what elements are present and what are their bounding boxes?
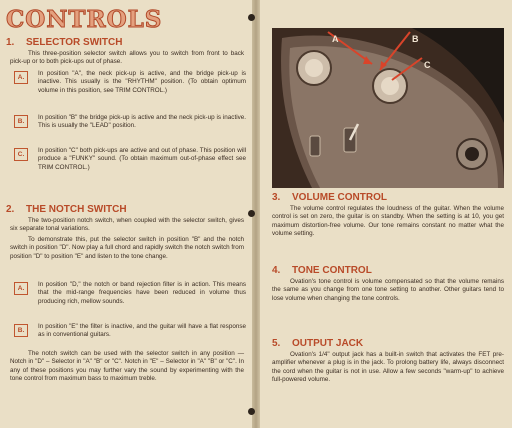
section-title: SELECTOR SWITCH (26, 37, 123, 48)
binding-hole (248, 14, 255, 21)
tone-text: Ovation's tone control is volume compensated so that the volume remains the same as you change from one tone setting to another. Other guitars tend to lose volume when changing the tone controls. (272, 278, 504, 302)
notch-demo: To demonstrate this, put the selector switch in position "B" and the notch switch in position "D". Now play a full chord and rapidly switch the notch switch from position "D" to position "E" and listen to the tone change. (10, 236, 244, 260)
section-title: THE NOTCH SWITCH (26, 204, 127, 215)
section-number: 1. (6, 37, 15, 48)
left-page (0, 0, 252, 428)
section-number: 3. (272, 192, 281, 203)
badge-a: A. (14, 282, 28, 295)
selector-item-b (14, 114, 246, 131)
item-text: In position "A", the neck pick-up is active, and the bridge pick-up is inactive. This usually is the "RHYTHM" position. (To obtain optimum volume in this position, see TRIM CONTROL.) (38, 70, 246, 94)
page-title: CONTROLS (6, 6, 163, 33)
selector-item-a (14, 70, 246, 95)
item-text: In position "E" the filter is inactive, and the guitar will have a flat response as in conventional guitars. (38, 323, 246, 339)
item-text: In position "D," the notch or band rejection filter is in action. This means that the mid-range frequencies have been reduced in volume thus producing rich, mellow sounds. (38, 281, 246, 305)
badge-a: A. (14, 71, 28, 84)
badge-c: C. (14, 148, 28, 161)
section-number: 5. (272, 338, 281, 349)
badge-b: B. (14, 324, 28, 337)
notch-intro: The two-position notch switch, when coupled with the selector switch, gives six separate tonal variations. (10, 217, 244, 233)
badge-b: B. (14, 115, 28, 128)
item-text: In position "B" the bridge pick-up is active and the neck pick-up is inactive. This is usually the "LEAD" position. (38, 114, 246, 130)
photo-label-b: B (412, 34, 419, 44)
binding-hole (248, 408, 255, 415)
section-number: 2. (6, 204, 15, 215)
section-heading-volume (272, 192, 387, 203)
section-number: 4. (272, 265, 281, 276)
selector-item-c (14, 147, 246, 172)
section-title: OUTPUT JACK (292, 338, 364, 349)
photo-label-c: C (424, 60, 431, 70)
notch-item-d (14, 281, 246, 306)
guitar-controls-photo (272, 28, 504, 188)
section-heading-notch (6, 204, 127, 215)
output-text: Ovation's 1/4" output jack has a built-in switch that activates the FET pre-amplifier whenever a plug is in the jack. To prolong battery life, always disconnect the cord when the guitar is not in use. Allow a few seconds "warm-up" to achieve full-powered volume. (272, 351, 504, 383)
binding-hole (248, 210, 255, 217)
section-title: VOLUME CONTROL (292, 192, 387, 203)
notch-item-e (14, 323, 246, 340)
notch-closing: The notch switch can be used with the selector switch in any position — Notch in "D" – Selector in "A" "B" or "C". Notch in "E" – Selector in "A" "B" or "C". In any of these positions you may further vary the sound by experimenting with the tone control from maximum bass to maximum treble. (10, 350, 244, 382)
notch-switch (310, 136, 320, 156)
volume-text: The volume control regulates the loudness of the guitar. When the volume control is set on zero, the guitar is on standby. When the setting is at 10, you get maximum distortion-free volume. Our tone remains constant no matter what the volume setting. (272, 205, 504, 237)
section-title: TONE CONTROL (292, 265, 372, 276)
selector-intro: This three-position selector switch allows you to switch from front to back pick-up or to both pick-ups out of phase. (10, 50, 244, 66)
photo-label-a: A (332, 34, 339, 44)
section-heading-selector (6, 37, 122, 48)
section-heading-output (272, 338, 363, 349)
item-text: In position "C" both pick-ups are active and out of phase. This position will produce a "FUNKY" sound. (To obtain maximum out-of-phase effect see TRIM CONTROL.) (38, 147, 246, 171)
guitar-photo-illustration (272, 28, 504, 188)
section-heading-tone (272, 265, 372, 276)
